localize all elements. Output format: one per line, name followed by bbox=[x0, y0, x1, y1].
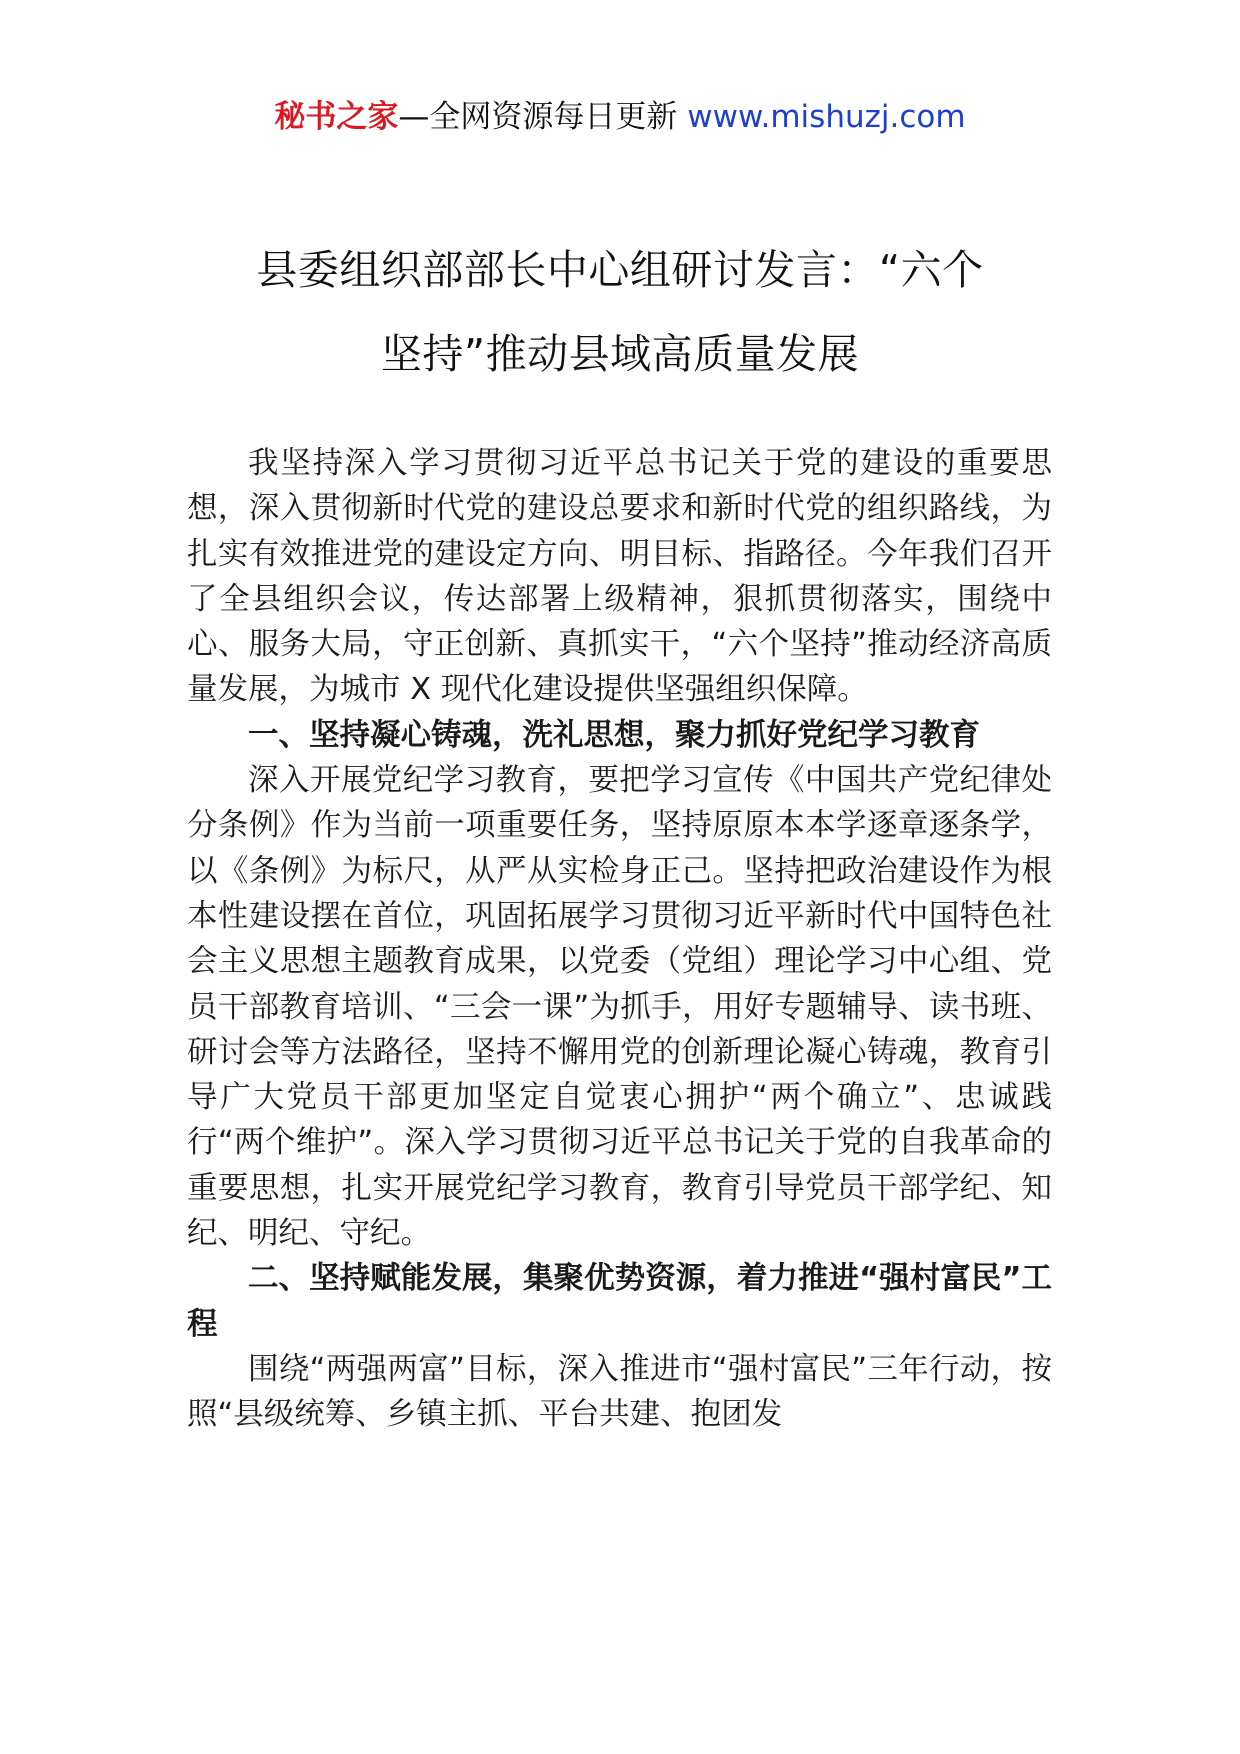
document-title bbox=[150, 228, 1090, 396]
section-1-paragraph: 深入开展党纪学习教育，要把学习宣传《中国共产党纪律处分条例》作为当前一项重要任务，坚持原原本本学逐章逐条学，以《条例》为标尺，从严从实检身正己。坚持把政治建设作为根本性建设摆在首位，巩固拓展学习贯彻习近平新时代中国特色社会主义思想主题教育成果，以党委（党组）理论学习中心组、党员干部教育培训、“三会一课”为抓手，用好专题辅导、读书班、研讨会等方法路径，坚持不懈用党的创新理论凝心铸魂，教育引导广大党员干部更加坚定自觉衷心拥护“两个确立”、忠诚践行“两个维护”。深入学习贯彻习近平总书记关于党的自我革命的重要思想，扎实开展党纪学习教育，教育引导党员干部学纪、知纪、明纪、守纪。 bbox=[187, 763, 1052, 1252]
brand-name: 秘书之家 bbox=[274, 99, 399, 135]
section-heading-1: 一、坚持凝心铸魂，洗礼思想，聚力抓好党纪学习教育 bbox=[248, 717, 980, 753]
intro-paragraph: 我坚持深入学习贯彻习近平总书记关于党的建设的重要思想，深入贯彻新时代党的建设总要求和新时代党的组织路线，为扎实有效推进党的建设定方向、明目标、指路径。今年我们召开了全县组织会议，传达部署上级精神，狠抓贯彻落实，围绕中心、服务大局，守正创新、真抓实干，“六个坚持”推动经济高质量发展，为城市 X 现代化建设提供坚强组织保障。 bbox=[187, 446, 1052, 708]
document-body bbox=[187, 441, 1052, 1438]
site-url: www.mishuzj.com bbox=[687, 99, 966, 135]
section-heading-2: 二、坚持赋能发展，集聚优势资源，着力推进“强村富民”工程 bbox=[187, 1261, 1052, 1342]
banner-slogan: —全网资源每日更新 bbox=[398, 99, 678, 135]
site-banner bbox=[0, 96, 1240, 138]
section-2-paragraph: 围绕“两强两富”目标，深入推进市“强村富民”三年行动，按照“县级统筹、乡镇主抓、平台共建、抱团发 bbox=[187, 1351, 1052, 1433]
title-line-2: 坚持”推动县域高质量发展 bbox=[380, 330, 860, 378]
title-line-1: 县委组织部部长中心组研讨发言：“六个 bbox=[256, 246, 984, 294]
